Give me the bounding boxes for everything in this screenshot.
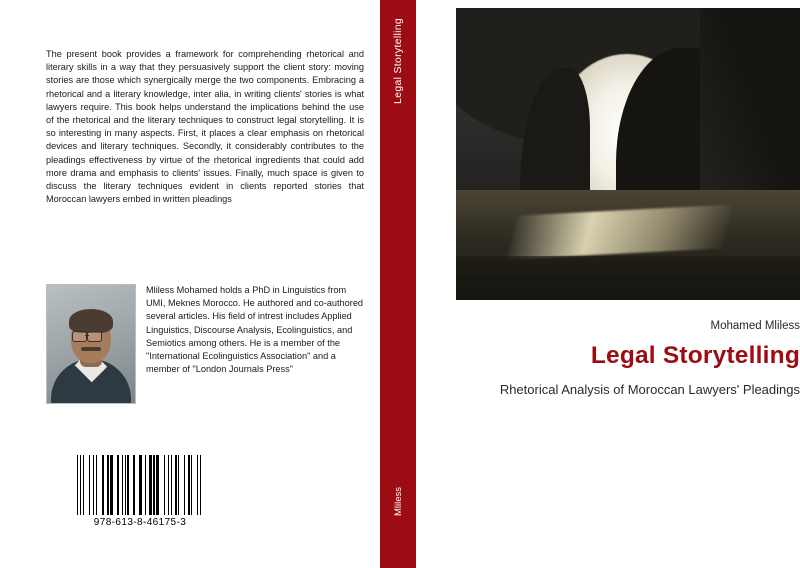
cover-photograph: [456, 8, 800, 300]
portrait-glasses-right: [87, 331, 102, 342]
back-cover: [28, 8, 380, 560]
portrait-glasses-left: [72, 331, 87, 342]
spine-author-text: Mliless: [392, 486, 404, 516]
front-author-name: Mohamed Mliless: [710, 320, 800, 332]
book-spine: [380, 0, 416, 568]
isbn-number: 978-613-8-46175-3: [93, 517, 187, 528]
barcode: [76, 454, 204, 532]
front-subtitle: Rhetorical Analysis of Moroccan Lawyers' Pleadings: [499, 382, 800, 397]
spine-author: [380, 396, 416, 516]
author-biography: Mliless Mohamed holds a PhD in Linguistics from UMI, Meknes Morocco. He authored and co-authored several articles. His field of intrest includes Applied Linguistics, Discourse Analysis, Ecolinguistics, and Semiotics among others. He is a member of the "International Ecolinguistics Association" and a member of "London Journals Press": [146, 285, 364, 375]
portrait-hair: [69, 309, 113, 333]
front-cover: [416, 0, 800, 568]
back-cover-blurb: The present book provides a framework for comprehending rhetorical and literary skills in a way that they persuasively support the client story: moving stories are those which synergically merge the two components. Embracing a rhetorical and a literary knowledge, inter alia, in writing clients' stories is what lawyers require. This book helps understand the implications behind the use of the rhetorical and the literary techniques to construct legal storytelling. It is so interesting in many aspects. First, it places a clear emphasis on rhetorical devices and literary techniques. Secondly, it considerably contributes to the pleadings effectiveness by virtue of the rhetorical ingredients that could add more drama and emphasis to clients' issues. Finally, much space is given to discuss the literary techniques evident in clients reported stories that Moroccan lawyers embed in written pleadings: [46, 49, 364, 205]
front-title: Legal Storytelling: [590, 342, 800, 369]
barcode-bars: [77, 455, 203, 515]
photo-foreground-shadow: [456, 256, 800, 300]
spine-title: [380, 18, 416, 258]
portrait-glasses-bridge: [85, 335, 89, 336]
author-portrait: [46, 284, 136, 404]
portrait-mustache: [81, 347, 101, 351]
spine-title-text: Legal Storytelling: [392, 18, 404, 104]
